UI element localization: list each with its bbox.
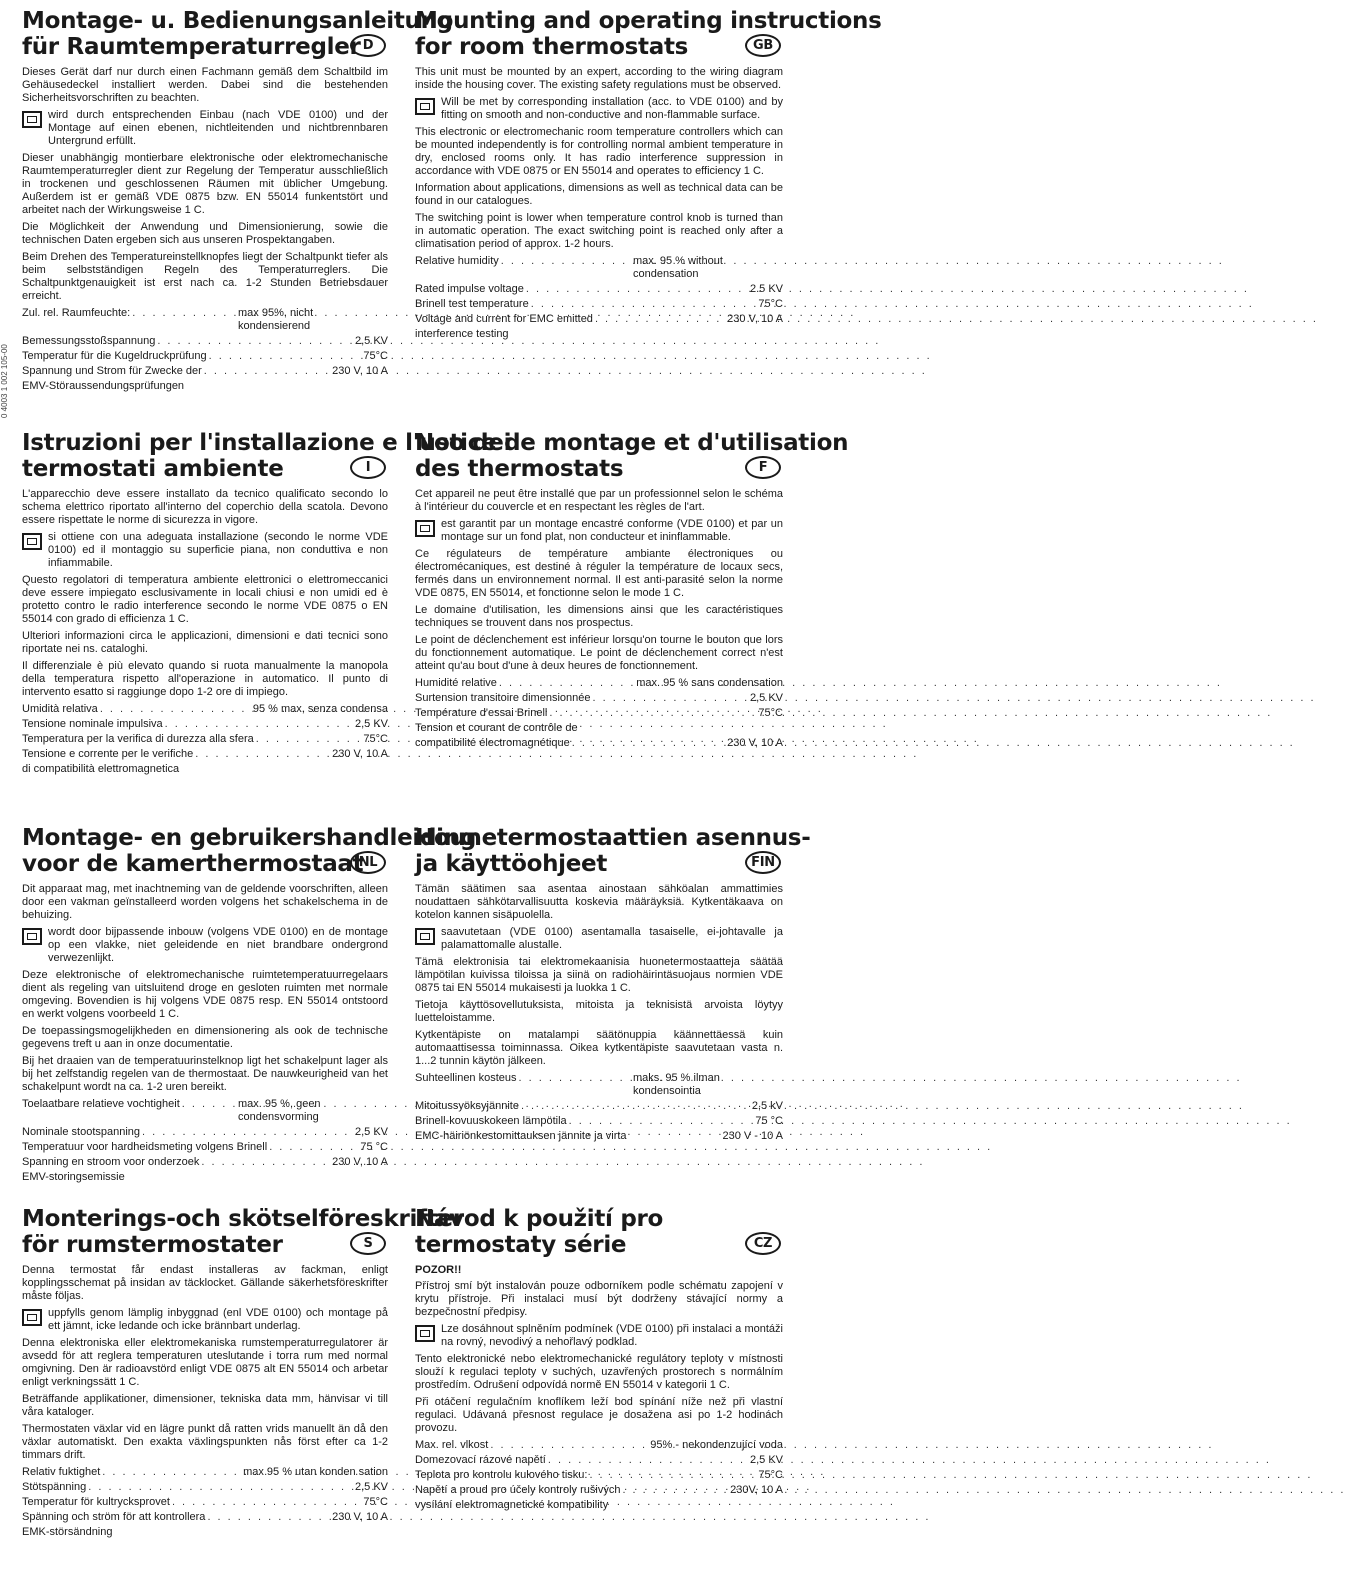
protection-class-icon <box>22 111 42 128</box>
language-badge: FIN <box>745 851 781 874</box>
description-paragraph: Deze elektronische of elektromechanische ruimtetemperatuurregelaars dient als regeling van uitsluitend droge en gesloten ruimten met normale omgeving. Bovendien is hij volgens VDE 0875 resp. EN 55014 ontstoord en werkt volgens voorbeeld 1 C. <box>22 969 388 1020</box>
spec-row: Umidità relativa . . . 95 % max, senza condensa <box>22 703 388 716</box>
description-paragraph: Questo regolatori di temperatura ambiente elettronici o elettromeccanici deve essere impiegato esclusivamente in locali chiusi e non umidi ed è protetto contro le radio interference secondo le norme VDE 0875 o EN 55014 con grado di efficienza 1 C. <box>22 574 388 625</box>
protection-class-icon <box>415 520 435 537</box>
section-dutch <box>22 825 476 1197</box>
spec-row: Spänning och ström för att kontrollera . . . 230 V, 10 A <box>22 1511 388 1524</box>
intro-paragraph: Tämän säätimen saa asentaa ainostaan sähköalan ammattimies noudattaen sähkötarvallisuutta koskevia määräyksiä. Kytkentäkaava on kotelon kannen sisäpuolella. <box>415 883 783 921</box>
language-badge: CZ <box>745 1232 781 1255</box>
spec-row: Toelaatbare relatieve vochtigheit . . . max. 95 %, geen condensvorming <box>22 1098 388 1124</box>
protection-class-icon <box>415 1325 435 1342</box>
description-paragraph: Denna elektroniska eller elektromekaniska rumstemperaturregulatorer är avsedd för att reglera temperaturen uteslutande i torra rum med normal omgivning. Den är radioavstörd enligt VDE 0875 alt EN 55014 och arbetar enligt verkningssätt 1 C. <box>22 1337 388 1388</box>
description-paragraph: Tento elektronické nebo elektromechanické regulátory teploty v místnosti slouží k regulaci teploty v suchých, uzavřených prostorech s normálním prostředím. Odrušení odpovídá normě EN 55014 v kategorii 1 C. <box>415 1353 783 1391</box>
protection-class-icon <box>22 533 42 550</box>
protection-class-icon <box>22 928 42 945</box>
section-title: Montage- en gebruikershandleiding voor de kamerthermostaat NL <box>22 825 476 877</box>
description-paragraph: Ce régulateurs de température ambiante électroniques ou électromécaniques, est destiné à réguler la température de locaux secs, fermés dans un environnement normal. Il est anti-parasité selon la norme VDE 0875, EN 55014, et fonctionne selon le mode 1 C. <box>415 548 783 599</box>
spec-row: EMV-storingsemissie <box>22 1171 125 1183</box>
language-badge: F <box>745 456 781 479</box>
warning-label: POZOR!! <box>415 1264 462 1276</box>
section-title: Istruzioni per l'installazione e l'uso dei termostati ambiente I <box>22 430 512 482</box>
section-title: Notice de montage et d'utilisation des thermostats F <box>415 430 849 482</box>
spec-row: Rated impulse voltage . . . 2.5 KV <box>415 283 783 296</box>
spec-row: Teplota pro kontrolu kulového tisku: . . . 75°C <box>415 1469 783 1482</box>
switching-paragraph: The switching point is lower when temperature control knob is turned than in automatic operation. The exact switching point is reached only after a climatisation period of approx. 1-2 hours. <box>415 212 783 250</box>
spec-row: Spannung und Strom für Zwecke der . . . 230 V, 10 A <box>22 365 388 378</box>
spec-row: Relativ fuktighet . . . max 95 % utan konden sation <box>22 1466 388 1479</box>
safety-note: uppfylls genom lämplig inbyggnad (enl VDE 0100) och montage på ett jämnt, icke ledande och icke brännbart underlag. <box>22 1307 388 1333</box>
spec-row: Suhteellinen kosteus . . . maks. 95 % ilman kondensointia <box>415 1072 783 1098</box>
intro-paragraph: Cet appareil ne peut être installé que par un professionnel selon le schéma à l'intérieur du couvercle et en respectant les règles de l'art. <box>415 488 783 513</box>
spec-list <box>22 1098 388 1184</box>
spec-list <box>415 677 783 750</box>
spec-row: Spanning en stroom voor onderzoek . . . 230 V, 10 A <box>22 1156 388 1169</box>
language-badge: S <box>350 1232 386 1255</box>
section-title: Mounting and operating instructions for room thermostats GB <box>415 8 882 60</box>
safety-note: Lze dosáhnout splněním podmínek (VDE 0100) při instalaci a montáži na rovný, nevodivý a nehořlavý podklad. <box>415 1323 783 1349</box>
spec-row: Nominale stootspanning . . . 2,5 KV <box>22 1126 388 1139</box>
description-paragraph: Dieser unabhängig montierbare elektronische oder elektromechanische Raumtemperaturregler dient zur Regelung der Temperatur ausschließlich in trockenen und geschlossenen Räumen mit üblicher Umgebung. Außerdem ist er gemäß VDE 0875 bzw. EN 55014 funkentstört und arbeitet nach der Wirkungsweise 1 C. <box>22 152 388 216</box>
spec-row: Temperatur für die Kugeldruckprüfung . . . 75°C <box>22 350 388 363</box>
intro-paragraph: L'apparecchio deve essere installato da tecnico qualificato secondo lo schema elettrico riportato all'interno del coperchio della scatola. Devono essere rispettate le norme di sicurezza in vigore. <box>22 488 388 526</box>
spec-row: Voltage and current for EMC emitted . . . 230 V, 10 A <box>415 313 783 326</box>
info-paragraph: Beträffande applikationer, dimensioner, tekniska data mm, hänvisar vi till våra kataloger. <box>22 1393 388 1418</box>
section-title: Hounetermostaattien asennus- ja käyttöohjeet FIN <box>415 825 811 877</box>
language-badge: D <box>350 34 386 57</box>
spec-row: Brinell test temperature . . . 75°C <box>415 298 783 311</box>
spec-row: compatibilité électromagnétique . . . 230 V, 10 A <box>415 737 783 750</box>
language-badge: NL <box>350 851 386 874</box>
switching-paragraph: Le point de déclenchement est inférieur lorsqu'on tourne le bouton que lors du fonctionnement automatique. Le point de déclenchement correct n'est atteint qu'au bout d'une à deux heures de fonctionnement. <box>415 634 783 672</box>
spec-row: Brinell-kovuuskokeen lämpötila . . . 75 °C <box>415 1115 783 1128</box>
section-title: Montage- u. Bedienungsanleitung für Raumtemperaturregler D <box>22 8 453 60</box>
spec-row: Bemessungsstoßspannung . . . 2,5 KV <box>22 335 388 348</box>
intro-paragraph: Přístroj smí být instalován pouze odborníkem podle schématu zapojení v krytu přístroje. Při instalaci musí být dodrženy stávající normy a bezpečnostní předpisy. <box>415 1280 783 1318</box>
spec-row: Humidité relative . . . max. 95 % sans condensation <box>415 677 783 690</box>
language-badge: I <box>350 456 386 479</box>
switching-paragraph: Beim Drehen des Temperatureinstellknopfes liegt der Schaltpunkt tiefer als beim selbstständigen Regeln des Temperaturreglers. Die Schaltpunktgenauigkeit ist erst nach ca. 1-2 Stunden Betriebsdauer erreicht. <box>22 251 388 302</box>
spec-row: Relative humidity . . . max. 95 % without condensation <box>415 255 783 281</box>
margin-code: 0 4003 1 002 105-00 <box>0 344 9 418</box>
spec-list <box>22 703 388 776</box>
safety-note: wird durch entsprechenden Einbau (nach VDE 0100) und der Montage auf einen ebenen, nichtleitenden und nichtbrennbaren Untergrund erfüllt. <box>22 109 388 148</box>
spec-row: Tension et courant de contrôle de <box>415 722 578 734</box>
spec-list <box>415 255 783 341</box>
spec-list <box>415 1072 783 1143</box>
switching-paragraph: Kytkentäpiste on matalampi säätönuppia käännettäessä kuin automaattisessa toiminnassa. Oikea kytkentäpiste saavutetaan vasta n. 1...2 tunnin käytön jälkeen. <box>415 1029 783 1067</box>
section-german <box>22 8 453 428</box>
info-paragraph: Die Möglichkeit der Anwendung und Dimensionierung, sowie die technischen Daten ergeben sich aus unseren Prospektangaben. <box>22 221 388 246</box>
section-finnish <box>415 825 811 1197</box>
intro-paragraph: Denna termostat får endast installeras av fackman, enligt kopplingsschemat på insidan av täcklocket. Gällande säkerhetsföreskrifter måste följas. <box>22 1264 388 1302</box>
safety-note: si ottiene con una adeguata installazione (secondo le norme VDE 0100) ed il montaggio su superficie piana, non conduttiva e non infiammabile. <box>22 531 388 570</box>
intro-paragraph: This unit must be mounted by an expert, according to the wiring diagram inside the housing cover. The existing safety regulations must be observed. <box>415 66 783 91</box>
spec-list <box>415 1439 783 1512</box>
spec-row: Température d'essai Brinell . . . 75°C <box>415 707 783 720</box>
spec-row: Napětí a proud pro účely kontroly rušivých . . . 230V, 10 A <box>415 1484 783 1497</box>
safety-note: wordt door bijpassende inbouw (volgens VDE 0100) en de montage op een vlakke, niet geleidende en niet brandbare ondergrond verwezenlijkt. <box>22 926 388 965</box>
description-paragraph: Tämä elektronisia tai elektromekaanisia huonetermostaatteja säätää lämpötilan kuivissa tiloissa ja siinä on radiohäirintäsuojaus normien VDE 0875 tai EN 55014 mukaisesti ja luokka 1 C. <box>415 956 783 994</box>
section-title: Monterings-och skötselföreskrifter för rumstermostater S <box>22 1206 464 1258</box>
intro-paragraph: Dieses Gerät darf nur durch einen Fachmann gemäß dem Schaltbild im Gehäusedeckel installiert werden. Dabei sind die bestehenden Sicherheitsvorschriften zu beachten. <box>22 66 388 104</box>
spec-row: Mitoitussyöksyjännite . . . 2,5 kV <box>415 1100 783 1113</box>
section-czech <box>415 1206 783 1568</box>
section-french <box>415 430 849 822</box>
spec-row: interference testing <box>415 328 509 340</box>
spec-row: Domezovací rázové napětí . . . 2,5 KV <box>415 1454 783 1467</box>
language-badge: GB <box>745 34 781 57</box>
spec-list <box>22 307 388 393</box>
section-title: Návod k použití pro termostaty série CZ <box>415 1206 783 1258</box>
info-paragraph: Ulteriori informazioni circa le applicazioni, dimensioni e dati tecnici sono riportate nei ns. cataloghi. <box>22 630 388 655</box>
protection-class-icon <box>22 1309 42 1326</box>
switching-paragraph: Thermostaten växlar vid en lägre punkt då ratten vrids manuellt än då den växlar automatiskt. Den exakta växlingspunkten nås först efter ca 1-2 timmars drift. <box>22 1423 388 1461</box>
info-paragraph: Le domaine d'utilisation, les dimensions ainsi que les caractéristiques techniques se trouvent dans nos prospectus. <box>415 604 783 629</box>
switching-paragraph: Bij het draaien van de temperatuurinstelknop ligt het schakelpunt lager als bij het zelfstandig regelen van de thermostaat. De nauwkeurigheid van het schakelpunt wordt na ca. 1-2 uren bereikt. <box>22 1055 388 1093</box>
section-english <box>415 8 882 428</box>
spec-row: Stötspänning . . . 2,5 KV <box>22 1481 388 1494</box>
spec-row: Temperatuur voor hardheidsmeting volgens Brinell . . . 75 °C <box>22 1141 388 1154</box>
info-paragraph: Information about applications, dimensions as well as technical data can be found in our catalogues. <box>415 182 783 207</box>
spec-row: Max. rel. vlkost . . . 95% - nekondenzující voda <box>415 1439 783 1452</box>
spec-row: Zul. rel. Raumfeuchte: . . . max 95%, nicht kondensierend <box>22 307 388 333</box>
spec-row: di compatibilità elettromagnetica <box>22 763 180 775</box>
switching-paragraph: Při otáčení regulačním knoflíkem leží bod spínání níže než při vlastní regulaci. Udávaná přesnost regulace je dosažena asi po 1-2 hodinách provozu. <box>415 1396 783 1434</box>
spec-row: Surtension transitoire dimensionnée . . . 2,5 KV <box>415 692 783 705</box>
spec-row: EMC-häiriönkestomittauksen jännite ja virta 230 V - 10 A <box>415 1130 783 1142</box>
spec-list <box>22 1466 388 1539</box>
spec-row: Temperatura per la verifica di durezza alla sfera . . . 75°C <box>22 733 388 746</box>
protection-class-icon <box>415 98 435 115</box>
intro-paragraph: Dit apparaat mag, met inachtneming van de geldende voorschriften, alleen door een vakman geïnstalleerd worden volgens het schakelschema in de behuizing. <box>22 883 388 921</box>
switching-paragraph: Il differenziale è più elevato quando si ruota manualmente la manopola della temperatura rispetto all'operazione in automatico. Il punto di intervento esatto si raggiunge dopo 1-2 ore di impiego. <box>22 660 388 698</box>
safety-note: saavutetaan (VDE 0100) asentamalla tasaiselle, ei-johtavalle ja palamattomalle alustalle. <box>415 926 783 952</box>
spec-row: EMV-Störaussendungsprüfungen <box>22 380 185 392</box>
spec-row: Temperatur för kultrycksprovet . . . 75°C <box>22 1496 388 1509</box>
spec-row: vysílání elektromagnetické kompatibility <box>415 1499 609 1511</box>
safety-note: Will be met by corresponding installation (acc. to VDE 0100) and by fitting on smooth and non-conductive and non-flammable surface. <box>415 96 783 122</box>
spec-row: Tensione nominale impulsiva . . . 2,5 KV <box>22 718 388 731</box>
spec-row: EMK-störsändning <box>22 1526 113 1538</box>
spec-row: Tensione e corrente per le verifiche . . . 230 V, 10 A <box>22 748 388 761</box>
safety-note: est garantit par un montage encastré conforme (VDE 0100) et par un montage sur un fond plat, non conducteur et ininflammable. <box>415 518 783 544</box>
protection-class-icon <box>415 928 435 945</box>
info-paragraph: Tietoja käyttösovellutuksista, mitoista ja teknisistä arvoista löytyy luetteloistamme. <box>415 999 783 1024</box>
description-paragraph: This electronic or electromechanic room temperature controllers which can be mounted independently is for controlling normal ambient temperature in dry, enclosed rooms only. It has radio interference suppression in accordance with VDE 0875 or EN 55014 and operates to efficiency 1 C. <box>415 126 783 177</box>
info-paragraph: De toepassingsmogelijkheden en dimensionering als ook de technische gegevens treft u aan in onze documentatie. <box>22 1025 388 1050</box>
